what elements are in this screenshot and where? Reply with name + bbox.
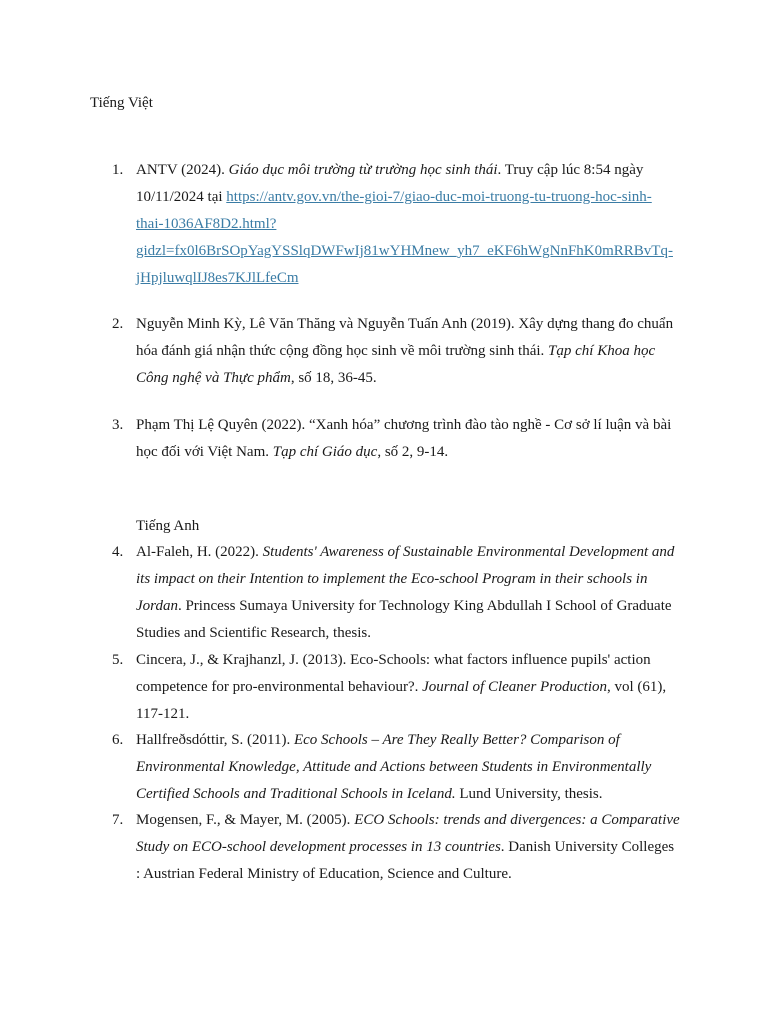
reference-authors: Mogensen, F., & Mayer, M. (2005). [136,812,355,828]
reference-authors: Nguyễn Minh Kỳ, Lê Văn Thăng và Nguyễn Tuấn Anh (2019). Xây dựng thang đo chuẩn hóa đánh giá nhận thức cộng đồng học sinh về môi trường sinh thái. [136,316,674,359]
reference-text [136,412,681,466]
reference-text [136,539,681,647]
reference-number: 6. [112,732,124,748]
reference-details: Lund University, thesis. [455,786,603,802]
reference-title: Tạp chí Giáo dục [272,444,378,460]
reference-details: , vol (61), 117-121. [136,679,667,722]
reference-title: Students' Awareness of Sustainable Environmental Development and its impact on their Intention to implement the Eco-school Program in their schools in Jordan [136,544,675,614]
reference-number: 5. [112,652,124,668]
reference-text [136,157,681,292]
reference-authors: Hallfreðsdóttir, S. (2011). [136,732,294,748]
reference-details: , số 2, 9-14. [377,444,449,460]
reference-number: 1. [112,162,124,178]
reference-text [136,311,681,392]
reference-text [136,647,681,728]
reference-title: Giáo dục môi trường từ trường học sinh thái [228,162,498,178]
reference-link[interactable]: https://antv.gov.vn/the-gioi-7/giao-duc-moi-truong-tu-truong-hoc-sinh- thai-1036AF8D2.html? gidzl=fx0l6BrSOpYagYSSlqDWFwIj81wYHMnew_yh7_eKF6hWgNnFhK0mRRBvTq- jHpjluwqlIJ8es7KJlLfeCm [136,189,673,286]
reference-number: 2. [112,316,124,332]
reference-details: , số 18, 36-45. [290,370,377,386]
reference-details: . Danish University Colleges : Austrian Federal Ministry of Education, Science and Culture. [136,839,675,882]
reference-title: Journal of Cleaner Production [422,679,607,695]
reference-number: 3. [112,417,124,433]
reference-authors: Al-Faleh, H. (2022). [136,544,263,560]
reference-title: Tạp chí Khoa học Công nghệ và Thực phẩm [136,343,656,386]
reference-number: 7. [112,812,124,828]
reference-text [136,807,681,888]
reference-title: Eco Schools – Are They Really Better? Comparison of Environmental Knowledge, Attitude and Actions between Students in Environmentally Certified Schools and Traditional Schools in Iceland. [136,732,652,802]
section-heading-vietnamese: Tiếng Việt [90,95,153,111]
reference-title: ECO Schools: trends and divergences: a Comparative Study on ECO-school development processes in 13 countries [136,812,680,855]
reference-details: . Princess Sumaya University for Technology King Abdullah I School of Graduate Studies and Scientific Research, thesis. [136,598,672,641]
reference-text [136,727,681,808]
reference-details: . Truy cập lúc 8:54 ngày 10/11/2024 tại [136,162,644,205]
reference-authors: ANTV (2024). [136,162,229,178]
reference-authors: Cincera, J., & Krajhanzl, J. (2013). Eco-Schools: what factors influence pupils' action competence for pro-environmental behaviour?. [136,652,651,695]
reference-authors: Phạm Thị Lệ Quyên (2022). “Xanh hóa” chương trình đào tào nghề - Cơ sở lí luận và bài học đối với Việt Nam. [136,417,672,460]
section-heading-english: Tiếng Anh [136,518,200,534]
reference-number: 4. [112,544,124,560]
